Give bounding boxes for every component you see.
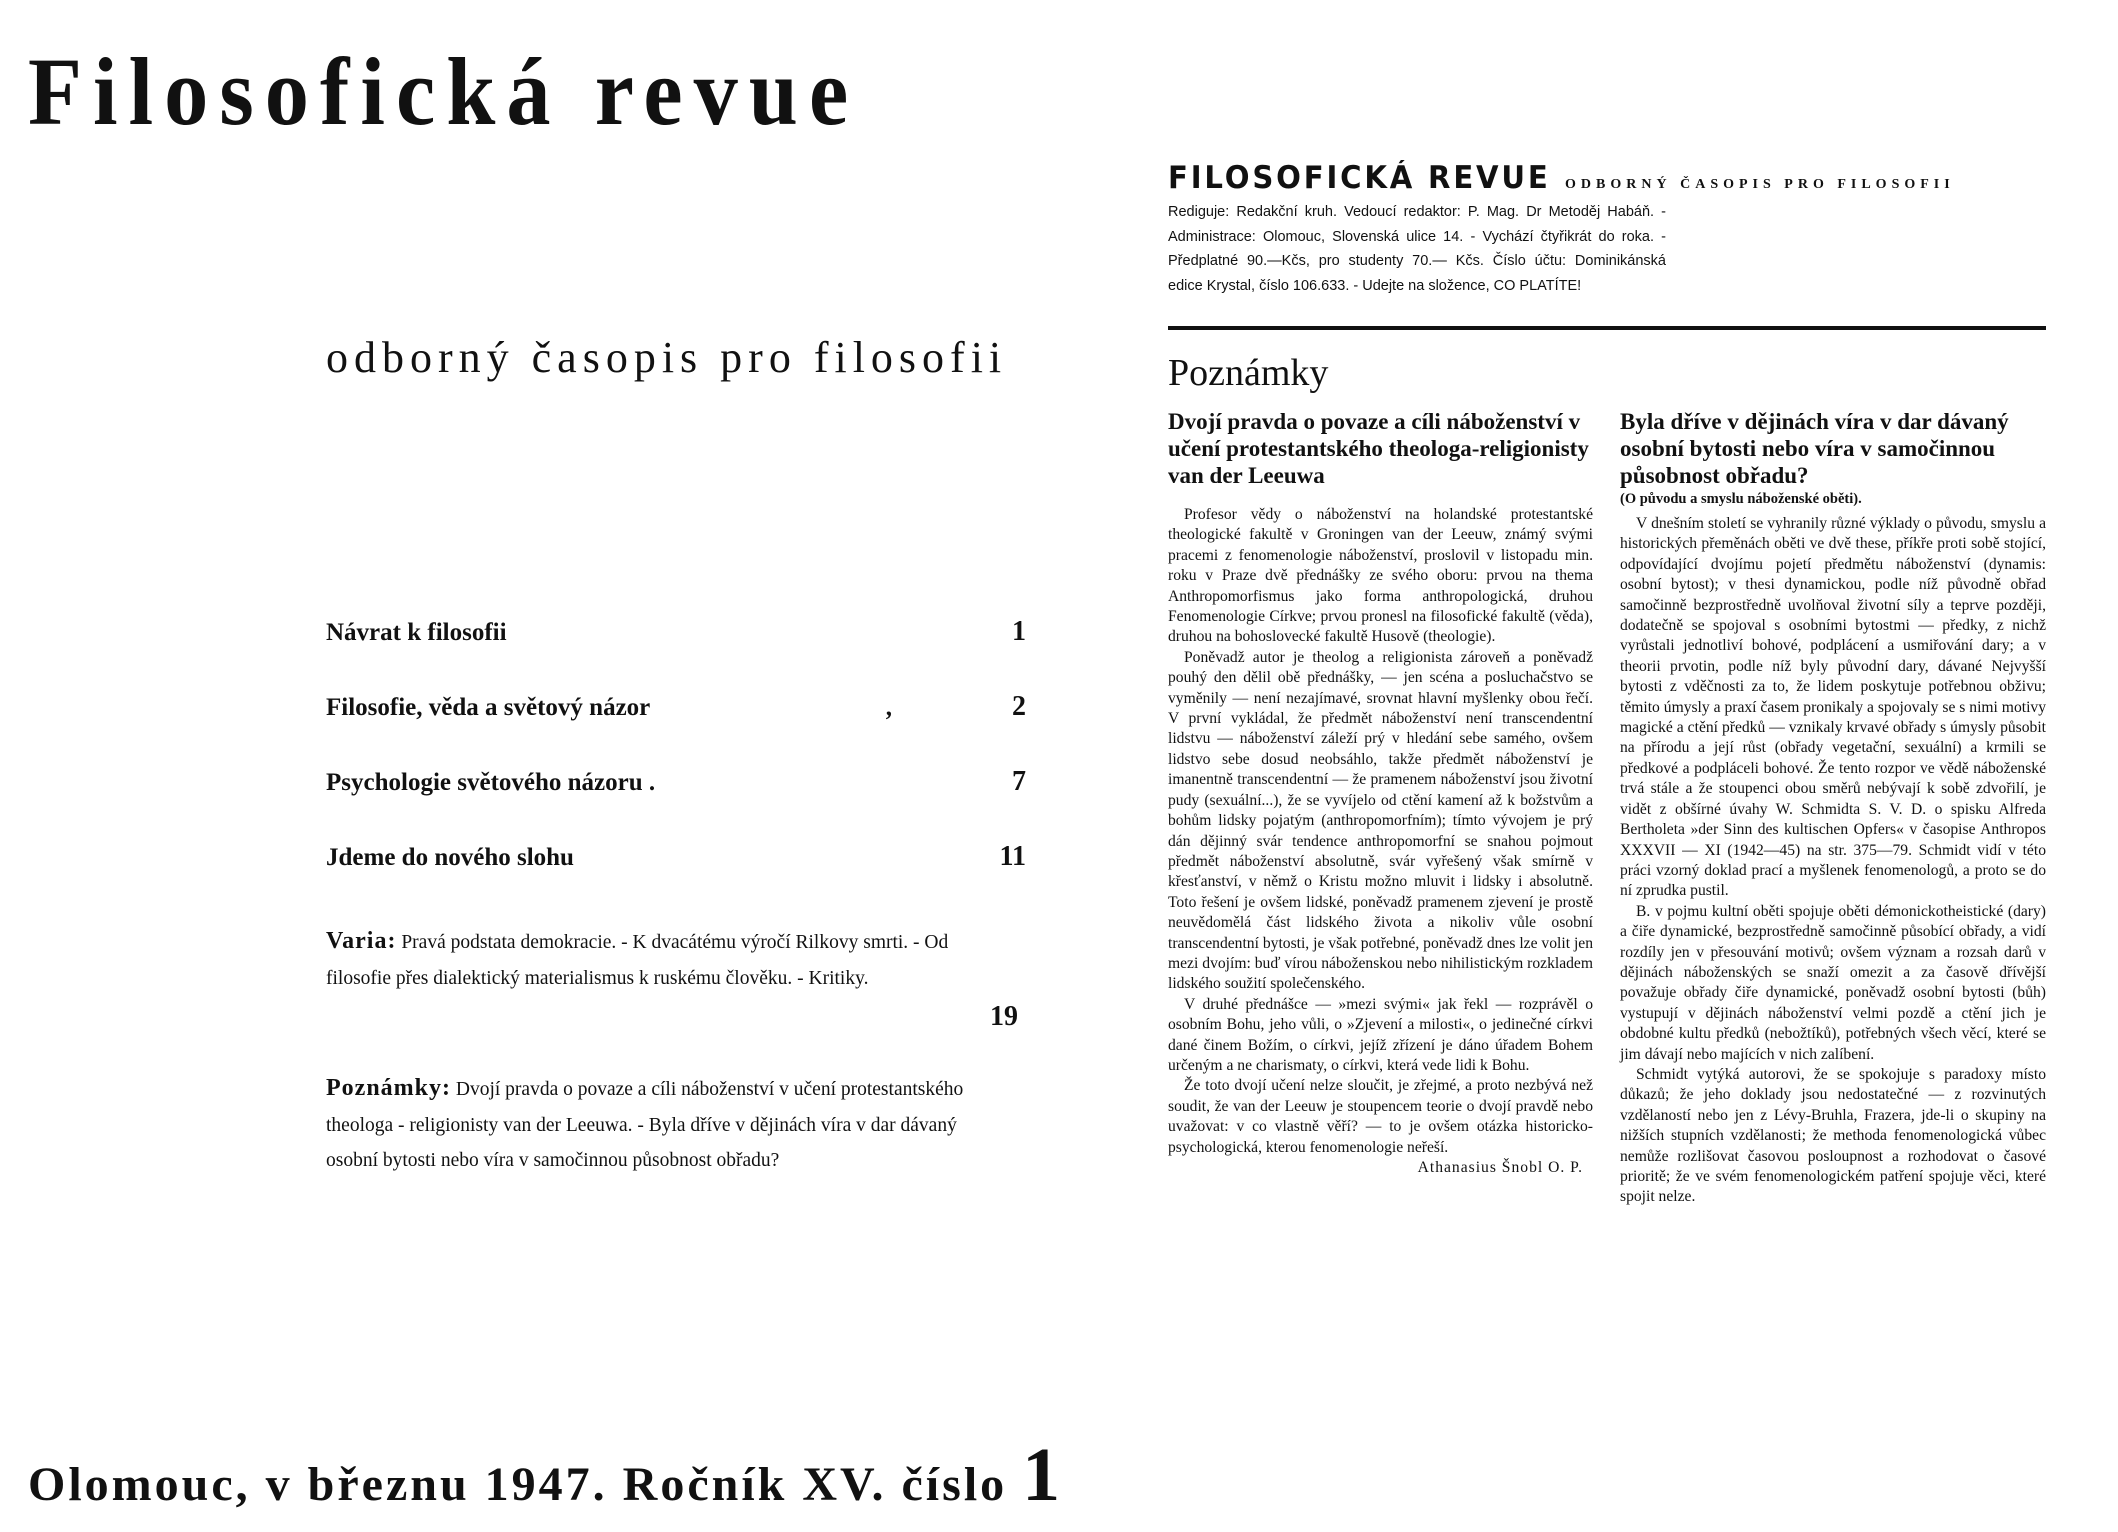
toc-entry-mark: , [885, 694, 892, 721]
article-body [1168, 505, 1593, 1178]
article-title: Dvojí pravda o povaze a cíli náboženství v učení protestantského theologa-religionisty van der Leeuwa [1168, 409, 1589, 488]
toc-entry-title: Psychologie světového názoru [326, 769, 643, 796]
paragraph: Poněvadž autor je theolog a religionista zároveň a poněvadž pouhý den dělil obě přednášky, — jen scéna a posluchačstvo se vyměnily — není nezajímavé, srovnat hlavní myšlenky obou řečí. V první vykládal, že předmět náboženství není transcendentní lidstvu — náboženství záleží prý v hledání sebe samého, ovšem lidstvo sebe dosud neobsáhlo, takže předmět náboženství je imanentně transcendentní — že pramenem náboženství jsou životní pudy (sexuální...), že se vyvíjelo od ctění kamení až k božstvům a bohům lidsky pojatým (anthropomorfním); tímto vývojem je prý dán dějinný svár tendence anthropomorfní se snahou pojmout předmět náboženství absolutně, svár vyřešený však smírně v křesťanství, v němž o Kristu možno mluvit i lidsky i absolutně. Toto řešení je ovšem lidské, poněvadž pramenem zjevení je prostě neuvědomělá část lidského života a nikoliv vůle osobní transcendentní bytosti, je však potřebné, poněvadž dnes lze volit jen mezi dvojím: buď vírou náboženskou nebo nihilistickým rozkladem lidského soužití společenského. [1168, 648, 1593, 993]
paragraph: Schmidt vytýká autorovi, že se spokojuje s paradoxy místo důkazů; že jeho doklady jsou nedostatečné — z rozvinutých vzdělaností nebo jen z Lévy-Bruhla, Frazera, jde-li o skupiny na nižších stupních vzdělanosti; že methoda fenomenologická vůbec nemůže rozlišovat časovou posloupnost a rozhodovat o časové prioritě; že ve svém fenomenologickém patření spojuje věci, které spojit nelze. [1620, 1065, 2046, 1206]
toc-varia [326, 924, 976, 996]
divider-rule [1168, 326, 2046, 330]
imprint: Rediguje: Redakční kruh. Vedoucí redaktor: P. Mag. Dr Metoděj Habáň. - Administrace: Olomouc, Slovenská ulice 14. - Vychází čtyřikrát do roka. - Předplatné 90.—Kčs, pro studenty 70.— Kčs. Číslo účtu: Dominikánská edice Krystal, číslo 106.633. - Udejte na složence, CO PLATÍTE! [1168, 204, 1666, 294]
toc-entry-mark: . [648, 769, 656, 796]
paragraph: V dnešním století se vyhranily různé výklady o původu, smyslu a historických přeměnách oběti ve dvě these, příkře proti sobě stojící, odpovídající dvojímu pojetí předmětu náboženství (dynamis: osobní bytost); v thesi dynamickou, podle níž původně obřad samočinně bezprostředně uvolňoval životní síly a teprve později, dodatečně se spojoval s osobními bytostmi — předky, z nichž vyrůstali jednotliví bohové, podplácení a usmiřování dary; a v theorii prvotin, podle níž byly původní dary, dávané Nejvyšší bytosti z vděčnosti za to, že lidem poskytuje potřebnou obživu; těmito úmysly a praxí časem pronikaly a spojovaly se s nimi motivy magické a ctění předků — vznikaly krvavé obřady s úmysly působit na přírodu a její růst (obřady vegetační, sexuální) a krmili se předkové a podpláceli bohové. Že tento rozpor ve vědě náboženské trvá stále a že stoupenci obou směrů nebývají k sobě zdvořilí, je vidět z obšírné úvahy W. Schmidta S. V. D. o spisku Alfreda Bertholeta »der Sinn des kultischen Opfers« v časopise Anthropos XXXVII — XI (1942—45) na str. 375—79. Schmidt vidí v této práci vzorný doklad prací a myšlenek fenomenologů, a proto se do ní zprudka pustil. [1620, 515, 2046, 900]
issue-number: 1 [1022, 1433, 1064, 1517]
toc-entry-page: 7 [1012, 766, 1026, 797]
cover-footer-text: Olomouc, v březnu 1947. Ročník XV. číslo [28, 1458, 1008, 1511]
toc-entry-title: Návrat k filosofii [326, 619, 507, 646]
left-article [1168, 408, 1593, 1178]
toc-varia-text: Pravá podstata demokracie. - K dvacátému výročí Rilkovy smrti. - Od filosofie přes dialektický materialismus k ruskému člověku. - Kritiky. [326, 932, 949, 989]
toc-entry [326, 841, 1026, 916]
paragraph: V druhé přednášce — »mezi svými« jak řekl — rozprávěl o osobním Bohu, jeho vůli, o »Zjevení a milosti«, o jedinečné církvi dané činem Božím, o církvi, jejíž zřízení je dáno úřadem Bohem určeným a ne charismaty, o církvi, která vede lidi k Bohu. [1168, 995, 1593, 1074]
section-title: Poznámky [1168, 352, 1329, 394]
cover-footer [28, 1418, 1064, 1517]
cover-title: Filosofická revue [28, 38, 860, 145]
toc-poznamky-text: Dvojí pravda o povaze a cíli náboženství v učení protestantského theologa - religionisty van der Leeuwa. - Byla dříve v dějinách víra v dar dávaný osobní bytosti nebo víra v samočinnou působnost obřadu? [326, 1079, 964, 1171]
toc-entry-page: 1 [1012, 616, 1026, 647]
toc-entry-page: 11 [999, 841, 1026, 872]
toc-entry [326, 616, 1026, 691]
toc-poznamky [326, 1071, 976, 1179]
masthead-tagline: ODBORNÝ ČASOPIS PRO FILOSOFII [1565, 177, 1955, 192]
article-title: Byla dříve v dějinách víra v dar dávaný osobní bytosti nebo víra v samočinnou působnost obřadu? [1620, 409, 2009, 488]
toc-entry [326, 691, 1026, 766]
toc-entry-page: 2 [1012, 691, 1026, 722]
toc-entry [326, 766, 1026, 841]
paragraph: Profesor vědy o náboženství na holandské protestantské theologické fakultě v Groningen van der Leeuw, známý svými pracemi z fenomenologie náboženství, proslovil v listopadu min. roku v Praze dvě přednášky ze svého oboru: prvou na thema Anthropomorfismus jako forma anthropologická, druhou Fenomenologie Církve; prvou pronesl na filosofické fakultě (věda), druhou na bohoslovecké fakultě Husově (theologie). [1168, 506, 1593, 646]
article-body [1620, 514, 2046, 1208]
article-subtitle: (O původu a smyslu náboženské oběti). [1620, 491, 1862, 507]
toc-entry-title: Jdeme do nového slohu [326, 844, 574, 871]
right-article [1620, 408, 2046, 1208]
cover-subtitle: odborný časopis pro filosofii [326, 333, 1008, 382]
toc-varia-page: 19 [990, 1001, 1018, 1032]
paragraph: B. v pojmu kultní oběti spojuje oběti démonickotheistické (dary) a čiře dynamické, bezprostředně samočinně působící obřady, a vidí rozdíly jen v přesouvání motivů; ovšem význam a rozsah darů v dějinách náboženských se snaží omezit a za časově dřívější považuje obřady čiře dynamické, poněvadž osobní bytosti (bůh) vystupují v dějinách náboženství velmi pozdě a ctění jich je obdobné kultu předků (nebožtíků), potřebných všech věcí, které se jim dávají nebo majících v nich zalíbení. [1620, 902, 2046, 1063]
masthead [1168, 160, 2048, 196]
author-signature: Athanasius Šnobl O. P. [1417, 1159, 1583, 1176]
masthead-brand: FILOSOFICKÁ REVUE [1168, 160, 1551, 196]
toc-poznamky-lead: Poznámky: [326, 1075, 451, 1101]
toc-varia-lead: Varia: [326, 928, 397, 954]
toc-entry-title: Filosofie, věda a světový názor [326, 694, 651, 721]
table-of-contents [326, 616, 1026, 916]
paragraph: Že toto dvojí učení nelze sloučit, je zřejmé, a proto nezbývá než soudit, že van der Leeuw je stoupencem teorie o dvojí pravdě nebo uvažovat: v co vlastně věří? — to je ovšem otázka historicko-psychologická, kterou fenomenologie neřeší. [1168, 1077, 1593, 1156]
